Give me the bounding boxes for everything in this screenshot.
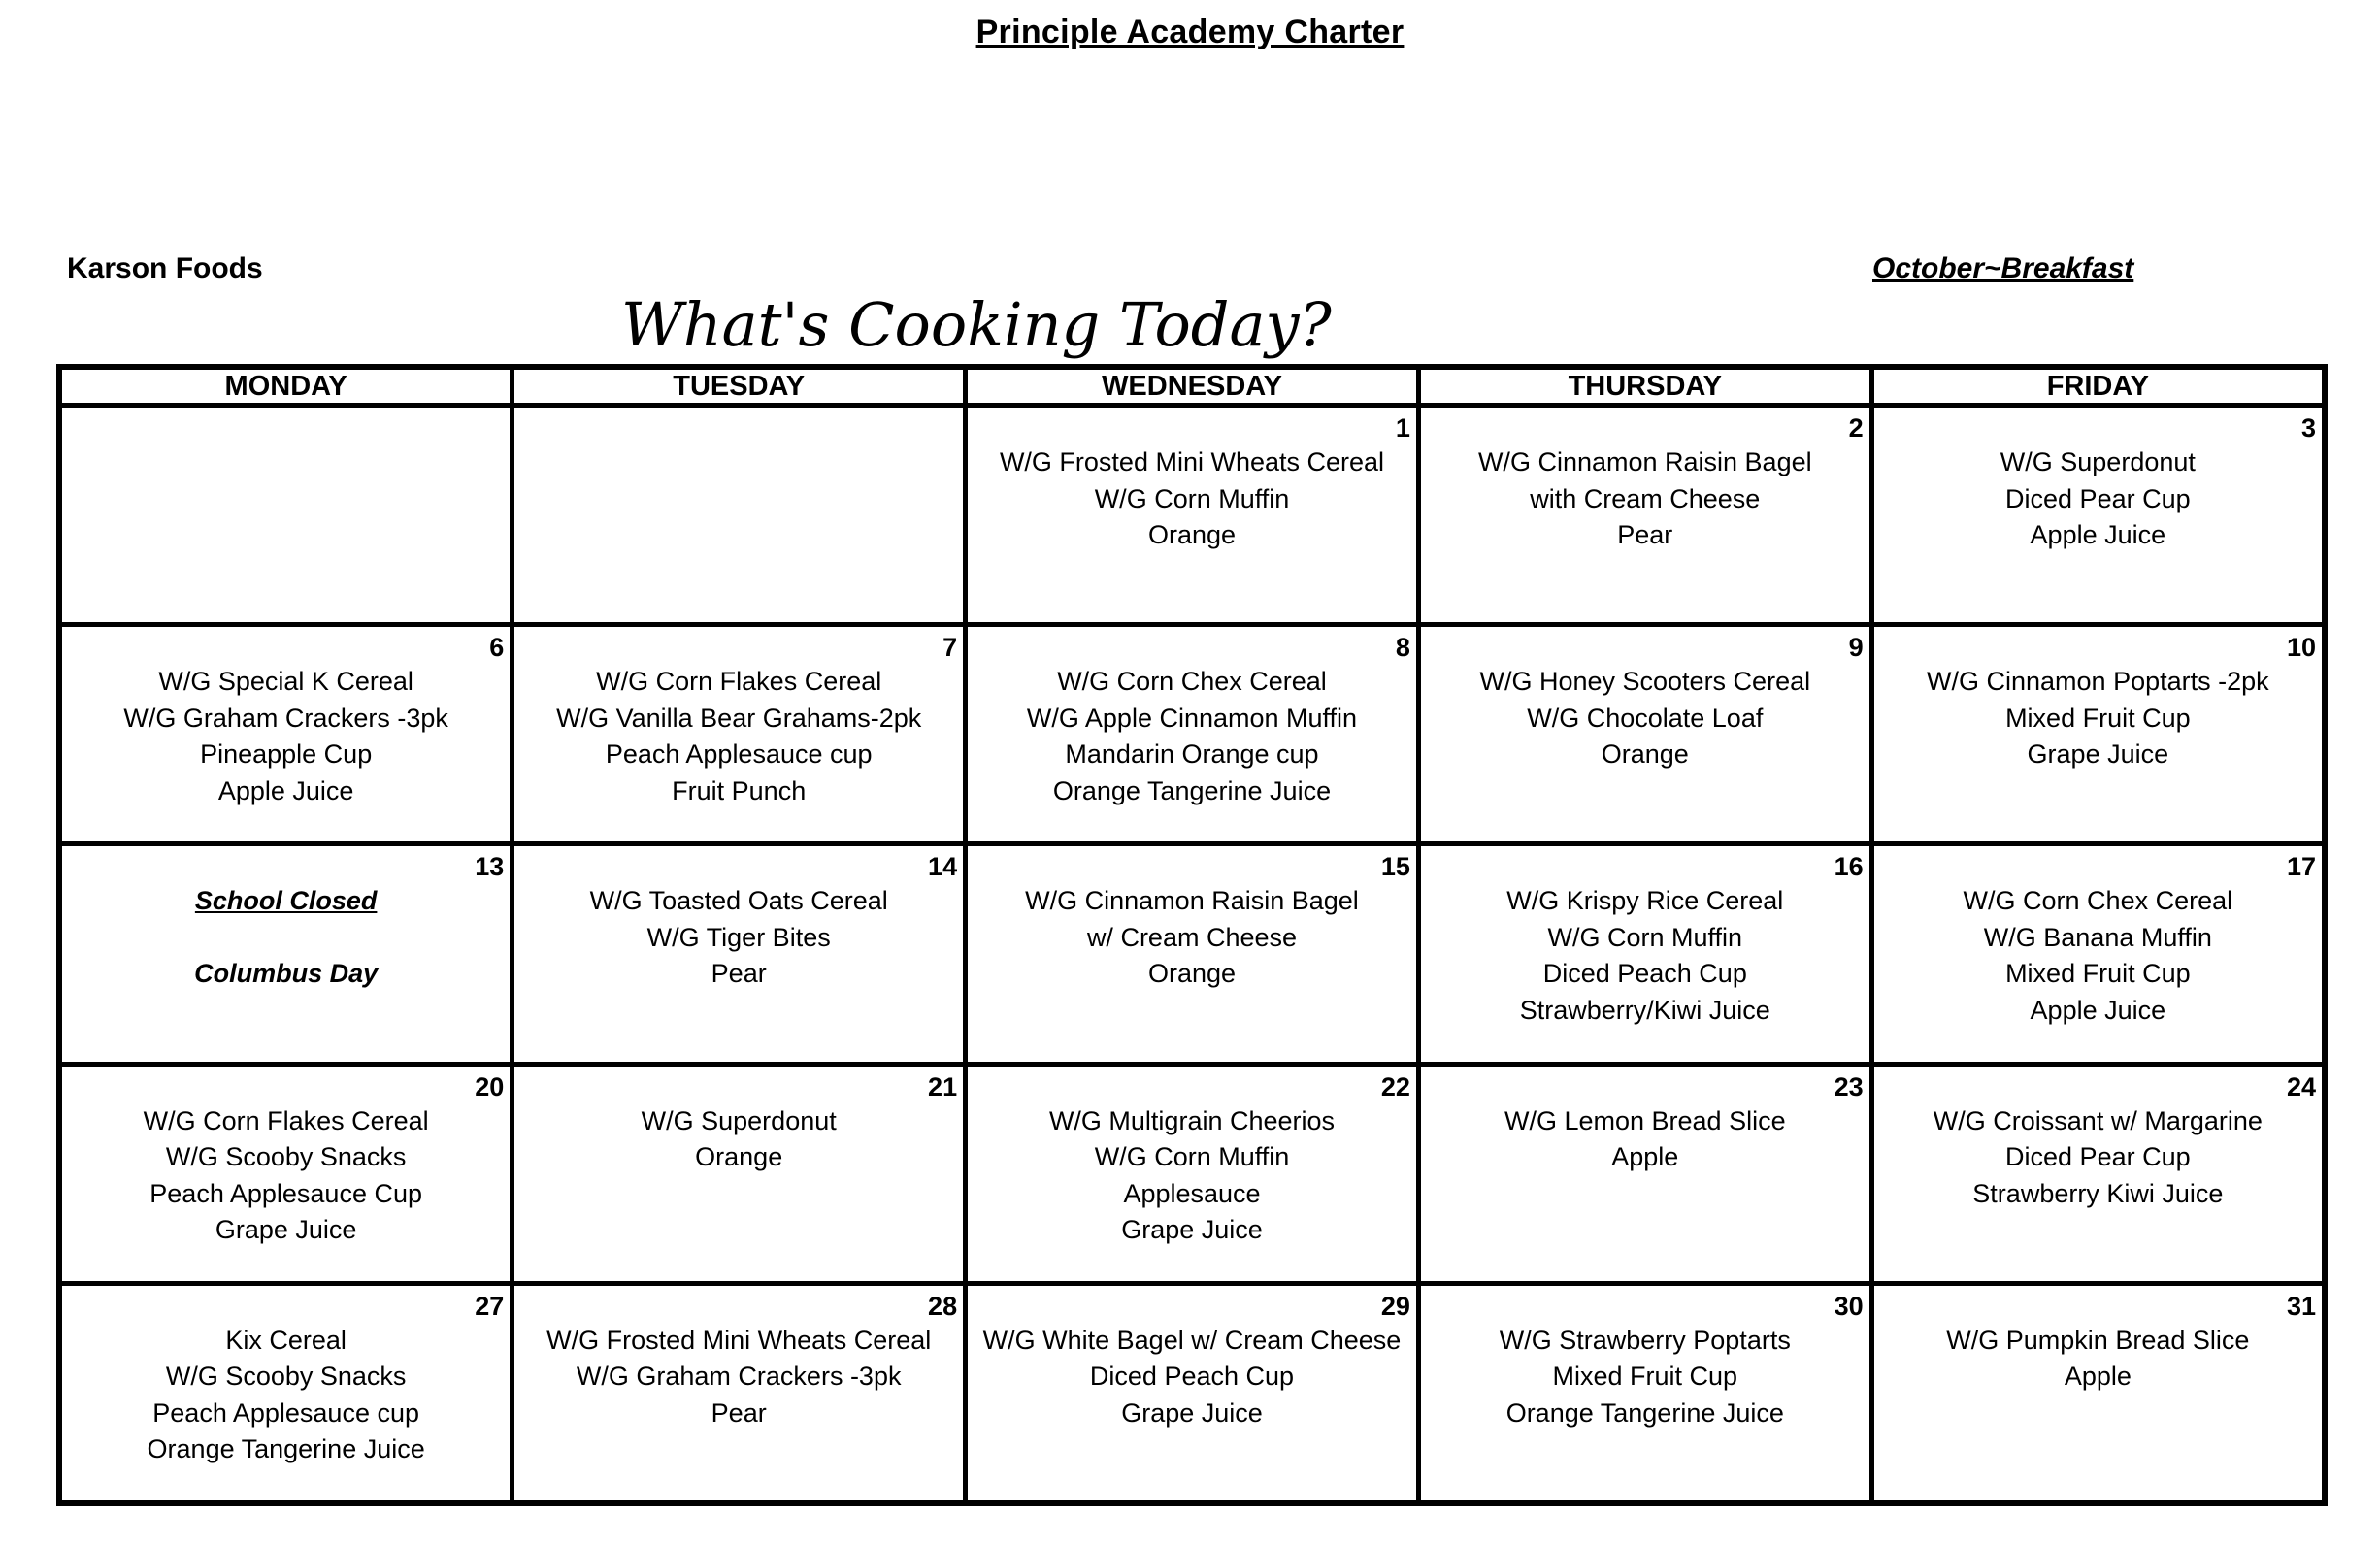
menu-item: W/G Vanilla Bear Grahams-2pk: [556, 703, 922, 733]
menu-item: Pear: [1617, 520, 1673, 549]
menu-item: W/G Tiger Bites: [646, 922, 831, 952]
menu-items: [62, 846, 510, 993]
menu-items: [968, 627, 1416, 809]
menu-items: [968, 1286, 1416, 1432]
menu-item: Orange: [695, 1142, 783, 1172]
day-number: 1: [1395, 413, 1410, 443]
menu-item: Orange Tangerine Juice: [1505, 1397, 1784, 1428]
weekday-header: FRIDAY: [1871, 367, 2325, 406]
line-spacer: [62, 920, 510, 957]
menu-items: [968, 408, 1416, 554]
menu-item: W/G Superdonut: [641, 1105, 837, 1135]
day-number: 27: [475, 1291, 505, 1321]
menu-items: [1421, 408, 1869, 554]
menu-item: W/G Krispy Rice Cereal: [1506, 886, 1784, 916]
menu-item: W/G Multigrain Cheerios: [1048, 1105, 1336, 1135]
menu-item: W/G Croissant w/ Margarine: [1933, 1105, 2263, 1135]
menu-item: Mixed Fruit Cup: [2005, 959, 2191, 989]
day-number: 14: [928, 852, 958, 882]
week-row: [59, 625, 2325, 844]
menu-item: w/ Cream Cheese: [1086, 922, 1298, 952]
day-cell: [966, 406, 1419, 625]
menu-item: W/G Cinnamon Raisin Bagel: [1025, 886, 1359, 916]
menu-item: Apple Juice: [2030, 520, 2166, 549]
day-number: 2: [1848, 413, 1864, 443]
menu-item: Orange Tangerine Juice: [147, 1434, 425, 1464]
menu-item: W/G Honey Scooters Cereal: [1479, 667, 1811, 697]
day-cell: [59, 406, 512, 625]
menu-item: W/G Frosted Mini Wheats Cereal: [546, 1325, 932, 1355]
day-cell: [1871, 1064, 2325, 1283]
menu-item: Fruit Punch: [672, 775, 807, 805]
menu-item: W/G Scooby Snacks: [165, 1362, 407, 1392]
day-cell: [1871, 406, 2325, 625]
menu-items: [62, 1286, 510, 1468]
menu-items: [1874, 1067, 2322, 1213]
menu-item: W/G Corn Muffin: [1547, 922, 1743, 952]
day-number: 21: [928, 1071, 958, 1101]
day-cell: [1418, 1283, 1871, 1503]
day-number: 10: [2286, 633, 2316, 663]
tagline: What's Cooking Today?: [621, 289, 1332, 360]
menu-items: [514, 408, 963, 444]
menu-calendar: [56, 364, 2328, 1506]
week-row: [59, 406, 2325, 625]
menu-item: W/G Cinnamon Raisin Bagel: [1477, 447, 1812, 476]
menu-item: Diced Pear Cup: [2005, 483, 2191, 513]
day-number: 20: [475, 1071, 505, 1101]
menu-items: [968, 846, 1416, 993]
day-number: 13: [475, 852, 505, 882]
menu-item: Grape Juice: [215, 1215, 357, 1245]
day-cell: [59, 844, 512, 1064]
day-cell: [512, 1283, 966, 1503]
day-number: 3: [2300, 413, 2316, 443]
menu-items: [62, 627, 510, 809]
menu-item: W/G Apple Cinnamon Muffin: [1026, 703, 1358, 733]
menu-item: Apple Juice: [217, 775, 354, 805]
menu-month-label: October~Breakfast: [1872, 252, 2134, 284]
day-number: 22: [1380, 1071, 1410, 1101]
day-cell: [1418, 1064, 1871, 1283]
page-title: Principle Academy Charter: [975, 14, 1405, 50]
menu-item: Peach Applesauce cup: [605, 739, 873, 770]
calendar-body: [59, 406, 2325, 1504]
weekday-header: MONDAY: [59, 367, 512, 406]
day-number: 29: [1380, 1291, 1410, 1321]
menu-items: [1874, 627, 2322, 773]
menu-items: [1874, 408, 2322, 554]
menu-items: [514, 627, 963, 809]
menu-item: Strawberry Kiwi Juice: [1972, 1178, 2224, 1208]
menu-item: W/G Corn Muffin: [1094, 483, 1290, 513]
day-cell: [59, 1283, 512, 1503]
menu-items: [62, 1067, 510, 1249]
holiday-note: Columbus Day: [194, 959, 379, 989]
day-cell: [966, 844, 1419, 1064]
menu-item: W/G Frosted Mini Wheats Cereal: [999, 447, 1385, 476]
school-closed-note: School Closed: [194, 886, 378, 916]
menu-item: Pear: [711, 1397, 767, 1428]
menu-items: [62, 408, 510, 444]
day-number: 23: [1834, 1071, 1864, 1101]
day-number: 16: [1834, 852, 1864, 882]
menu-item: Orange: [1147, 520, 1237, 549]
day-cell: [1418, 406, 1871, 625]
menu-item: Diced Pear Cup: [2005, 1142, 2191, 1172]
day-number: 31: [2286, 1291, 2316, 1321]
menu-item: Apple: [1611, 1142, 1679, 1172]
menu-item: Diced Peach Cup: [1542, 959, 1747, 989]
menu-item: Strawberry/Kiwi Juice: [1519, 995, 1770, 1025]
menu-item: Diced Peach Cup: [1089, 1362, 1295, 1392]
menu-item: Peach Applesauce Cup: [149, 1178, 422, 1208]
day-number: 7: [942, 633, 958, 663]
menu-item: W/G Toasted Oats Cereal: [589, 886, 888, 916]
day-cell: [512, 625, 966, 844]
menu-item: with Cream Cheese: [1530, 483, 1761, 513]
menu-item: Orange Tangerine Juice: [1052, 775, 1332, 805]
menu-items: [514, 1286, 963, 1432]
menu-item: Pear: [711, 959, 767, 989]
menu-item: Orange: [1147, 959, 1237, 989]
menu-item: W/G Graham Crackers -3pk: [576, 1362, 902, 1392]
day-cell: [1871, 625, 2325, 844]
week-row: [59, 1064, 2325, 1283]
weekday-header-row: [59, 367, 2325, 406]
menu-item: W/G Corn Chex Cereal: [1963, 886, 2233, 916]
day-number: 28: [928, 1291, 958, 1321]
menu-item: Orange: [1601, 739, 1689, 770]
menu-item: Grape Juice: [1121, 1397, 1263, 1428]
menu-items: [1421, 846, 1869, 1029]
day-number: 24: [2286, 1071, 2316, 1101]
day-cell: [1418, 625, 1871, 844]
day-cell: [512, 844, 966, 1064]
day-cell: [1418, 844, 1871, 1064]
week-row: [59, 1283, 2325, 1503]
menu-item: W/G Corn Chex Cereal: [1057, 667, 1327, 697]
menu-items: [1874, 1286, 2322, 1395]
menu-item: Applesauce: [1123, 1178, 1261, 1208]
menu-item: Pineapple Cup: [200, 739, 373, 770]
menu-item: Grape Juice: [1121, 1215, 1263, 1245]
menu-items: [1874, 846, 2322, 1029]
menu-item: W/G White Bagel w/ Cream Cheese: [982, 1325, 1402, 1355]
day-cell: [966, 1283, 1419, 1503]
day-cell: [966, 1064, 1419, 1283]
day-number: 30: [1834, 1291, 1864, 1321]
menu-items: [514, 846, 963, 993]
menu-item: Apple Juice: [2030, 995, 2166, 1025]
day-number: 8: [1395, 633, 1410, 663]
menu-item: Apple: [2064, 1362, 2132, 1392]
menu-item: Mixed Fruit Cup: [1552, 1362, 1738, 1392]
menu-items: [1421, 627, 1869, 773]
day-cell: [512, 406, 966, 625]
menu-item: Mandarin Orange cup: [1065, 739, 1319, 770]
menu-item: Kix Cereal: [225, 1325, 347, 1355]
menu-item: W/G Pumpkin Bread Slice: [1946, 1325, 2250, 1355]
day-cell: [966, 625, 1419, 844]
menu-item: W/G Strawberry Poptarts: [1499, 1325, 1791, 1355]
day-cell: [59, 625, 512, 844]
menu-items: [968, 1067, 1416, 1249]
day-number: 17: [2286, 852, 2316, 882]
day-cell: [512, 1064, 966, 1283]
week-row: [59, 844, 2325, 1064]
menu-item: Grape Juice: [2027, 739, 2169, 770]
menu-item: W/G Lemon Bread Slice: [1504, 1105, 1786, 1135]
menu-item: W/G Banana Muffin: [1983, 922, 2212, 952]
weekday-header: TUESDAY: [512, 367, 966, 406]
menu-item: W/G Corn Muffin: [1094, 1142, 1290, 1172]
day-number: 15: [1380, 852, 1410, 882]
menu-item: W/G Superdonut: [2000, 447, 2196, 476]
weekday-header: WEDNESDAY: [966, 367, 1419, 406]
day-cell: [59, 1064, 512, 1283]
menu-item: W/G Scooby Snacks: [165, 1142, 407, 1172]
menu-item: W/G Chocolate Loaf: [1527, 703, 1764, 733]
menu-item: Mixed Fruit Cup: [2005, 703, 2191, 733]
menu-item: W/G Special K Cereal: [158, 667, 413, 697]
weekday-header: THURSDAY: [1418, 367, 1871, 406]
menu-item: W/G Cinnamon Poptarts -2pk: [1927, 667, 2269, 697]
menu-items: [514, 1067, 963, 1176]
day-number: 6: [489, 633, 505, 663]
day-cell: [1871, 844, 2325, 1064]
menu-item: W/G Graham Crackers -3pk: [123, 703, 448, 733]
vendor-name: Karson Foods: [67, 252, 263, 284]
menu-item: W/G Corn Flakes Cereal: [143, 1105, 429, 1135]
menu-item: Peach Applesauce cup: [152, 1397, 419, 1428]
day-cell: [1871, 1283, 2325, 1503]
menu-item: W/G Corn Flakes Cereal: [596, 667, 882, 697]
menu-items: [1421, 1067, 1869, 1176]
menu-items: [1421, 1286, 1869, 1432]
day-number: 9: [1848, 633, 1864, 663]
